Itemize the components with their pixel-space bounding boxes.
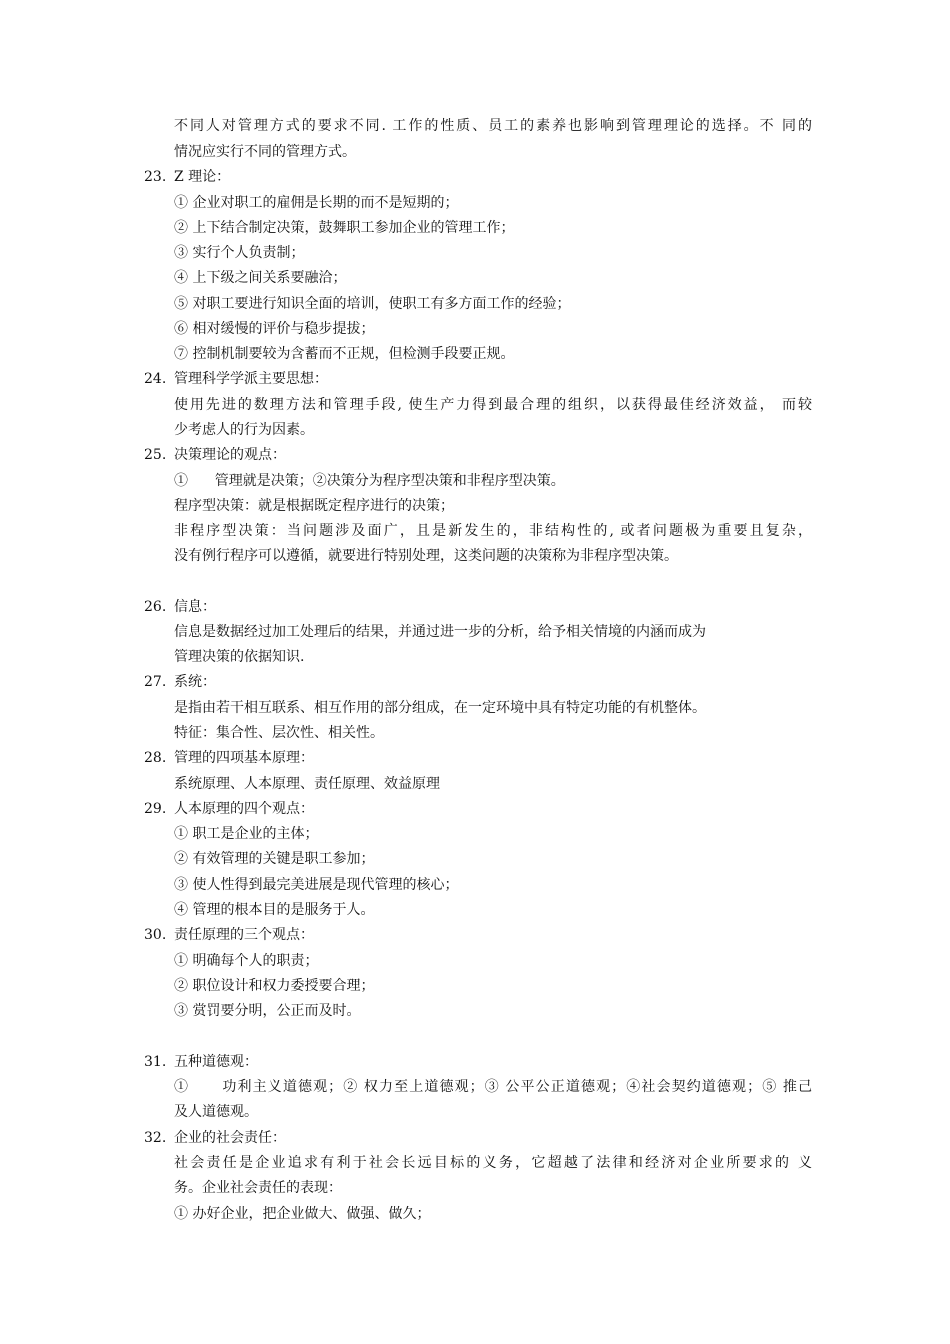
list-item: ① 职工是企业的主体； <box>174 826 319 842</box>
list-item: ① 办好企业，把企业做大、做强、做久； <box>174 1206 431 1222</box>
list-item: ③ 赏罚要分明，公正而及时。 <box>174 1003 361 1019</box>
paragraph-line: 特征：集合性、层次性、相关性。 <box>174 725 384 741</box>
item-number: 32. <box>144 1130 167 1146</box>
paragraph-line: 管理决策的依据知识. <box>174 649 305 665</box>
item-number: 30. <box>144 927 167 943</box>
paragraph-line: 务。企业社会责任的表现： <box>174 1180 342 1196</box>
list-item: ⑤ 对职工要进行知识全面的培训，使职工有多方面工作的经验； <box>174 296 571 312</box>
paragraph-line: 程序型决策：就是根据既定程序进行的决策； <box>174 498 454 514</box>
section-title: 系统： <box>174 674 216 690</box>
section-title: 企业的社会责任： <box>174 1130 286 1146</box>
paragraph-line: ① 管理就是决策；②决策分为程序型决策和非程序型决策。 <box>174 473 565 489</box>
paragraph-line: ① 功利主义道德观；② 权力至上道德观；③ 公平公正道德观；④社会契约道德观；⑤ 推己 <box>174 1079 812 1095</box>
section-title: 管理科学学派主要思想： <box>174 371 328 387</box>
list-item: ③ 实行个人负责制； <box>174 245 305 261</box>
section-title: Z 理论： <box>174 169 231 185</box>
list-item: ④ 上下级之间关系要融洽； <box>174 270 347 286</box>
paragraph-line: 不同人对管理方式的要求不同. 工作的性质、员工的素养也影响到管理理论的选择。不 同的 <box>174 118 812 134</box>
item-number: 28. <box>144 750 167 766</box>
paragraph-line: 非程序型决策：当问题涉及面广，且是新发生的，非结构性的, 或者问题极为重要且复杂， <box>174 523 812 539</box>
item-number: 29. <box>144 801 167 817</box>
item-number: 26. <box>144 599 167 615</box>
item-number: 23. <box>144 169 167 185</box>
paragraph-line: 使用先进的数理方法和管理手段, 使生产力得到最合理的组织，以获得最佳经济效益， 而较 <box>174 397 812 413</box>
item-number: 24. <box>144 371 167 387</box>
paragraph-line: 情况应实行不同的管理方式。 <box>174 144 356 160</box>
section-title: 管理的四项基本原理： <box>174 750 314 766</box>
paragraph-line: 信息是数据经过加工处理后的结果，并通过进一步的分析，给予相关情境的内涵而成为 <box>174 624 706 640</box>
list-item: ② 上下结合制定决策，鼓舞职工参加企业的管理工作； <box>174 220 515 236</box>
section-title: 人本原理的四个观点： <box>174 801 314 817</box>
paragraph-line: 少考虑人的行为因素。 <box>174 422 314 438</box>
item-number: 27. <box>144 674 167 690</box>
paragraph-line: 是指由若干相互联系、相互作用的部分组成，在一定环境中具有特定功能的有机整体。 <box>174 700 706 716</box>
list-item: ③ 使人性得到最完美进展是现代管理的核心； <box>174 877 459 893</box>
list-item: ① 明确每个人的职责； <box>174 953 319 969</box>
paragraph-line: 社会责任是企业追求有利于社会长远目标的义务，它超越了法律和经济对企业所要求的 义 <box>174 1155 812 1171</box>
paragraph-line: 及人道德观。 <box>174 1104 258 1120</box>
item-number: 25. <box>144 447 167 463</box>
section-title: 五种道德观： <box>174 1054 258 1070</box>
list-item: ② 职位设计和权力委授要合理； <box>174 978 375 994</box>
section-title: 信息： <box>174 599 216 615</box>
list-item: ④ 管理的根本目的是服务于人。 <box>174 902 375 918</box>
paragraph-line: 系统原理、人本原理、责任原理、效益原理 <box>174 776 440 792</box>
list-item: ② 有效管理的关键是职工参加； <box>174 851 375 867</box>
paragraph-line: 没有例行程序可以遵循，就要进行特别处理，这类问题的决策称为非程序型决策。 <box>174 548 678 564</box>
section-title: 决策理论的观点： <box>174 447 286 463</box>
list-item: ① 企业对职工的雇佣是长期的而不是短期的； <box>174 195 459 211</box>
list-item: ⑦ 控制机制要较为含蓄而不正规，但检测手段要正规。 <box>174 346 515 362</box>
section-title: 责任原理的三个观点： <box>174 927 314 943</box>
item-number: 31. <box>144 1054 167 1070</box>
list-item: ⑥ 相对缓慢的评价与稳步提拔； <box>174 321 375 337</box>
